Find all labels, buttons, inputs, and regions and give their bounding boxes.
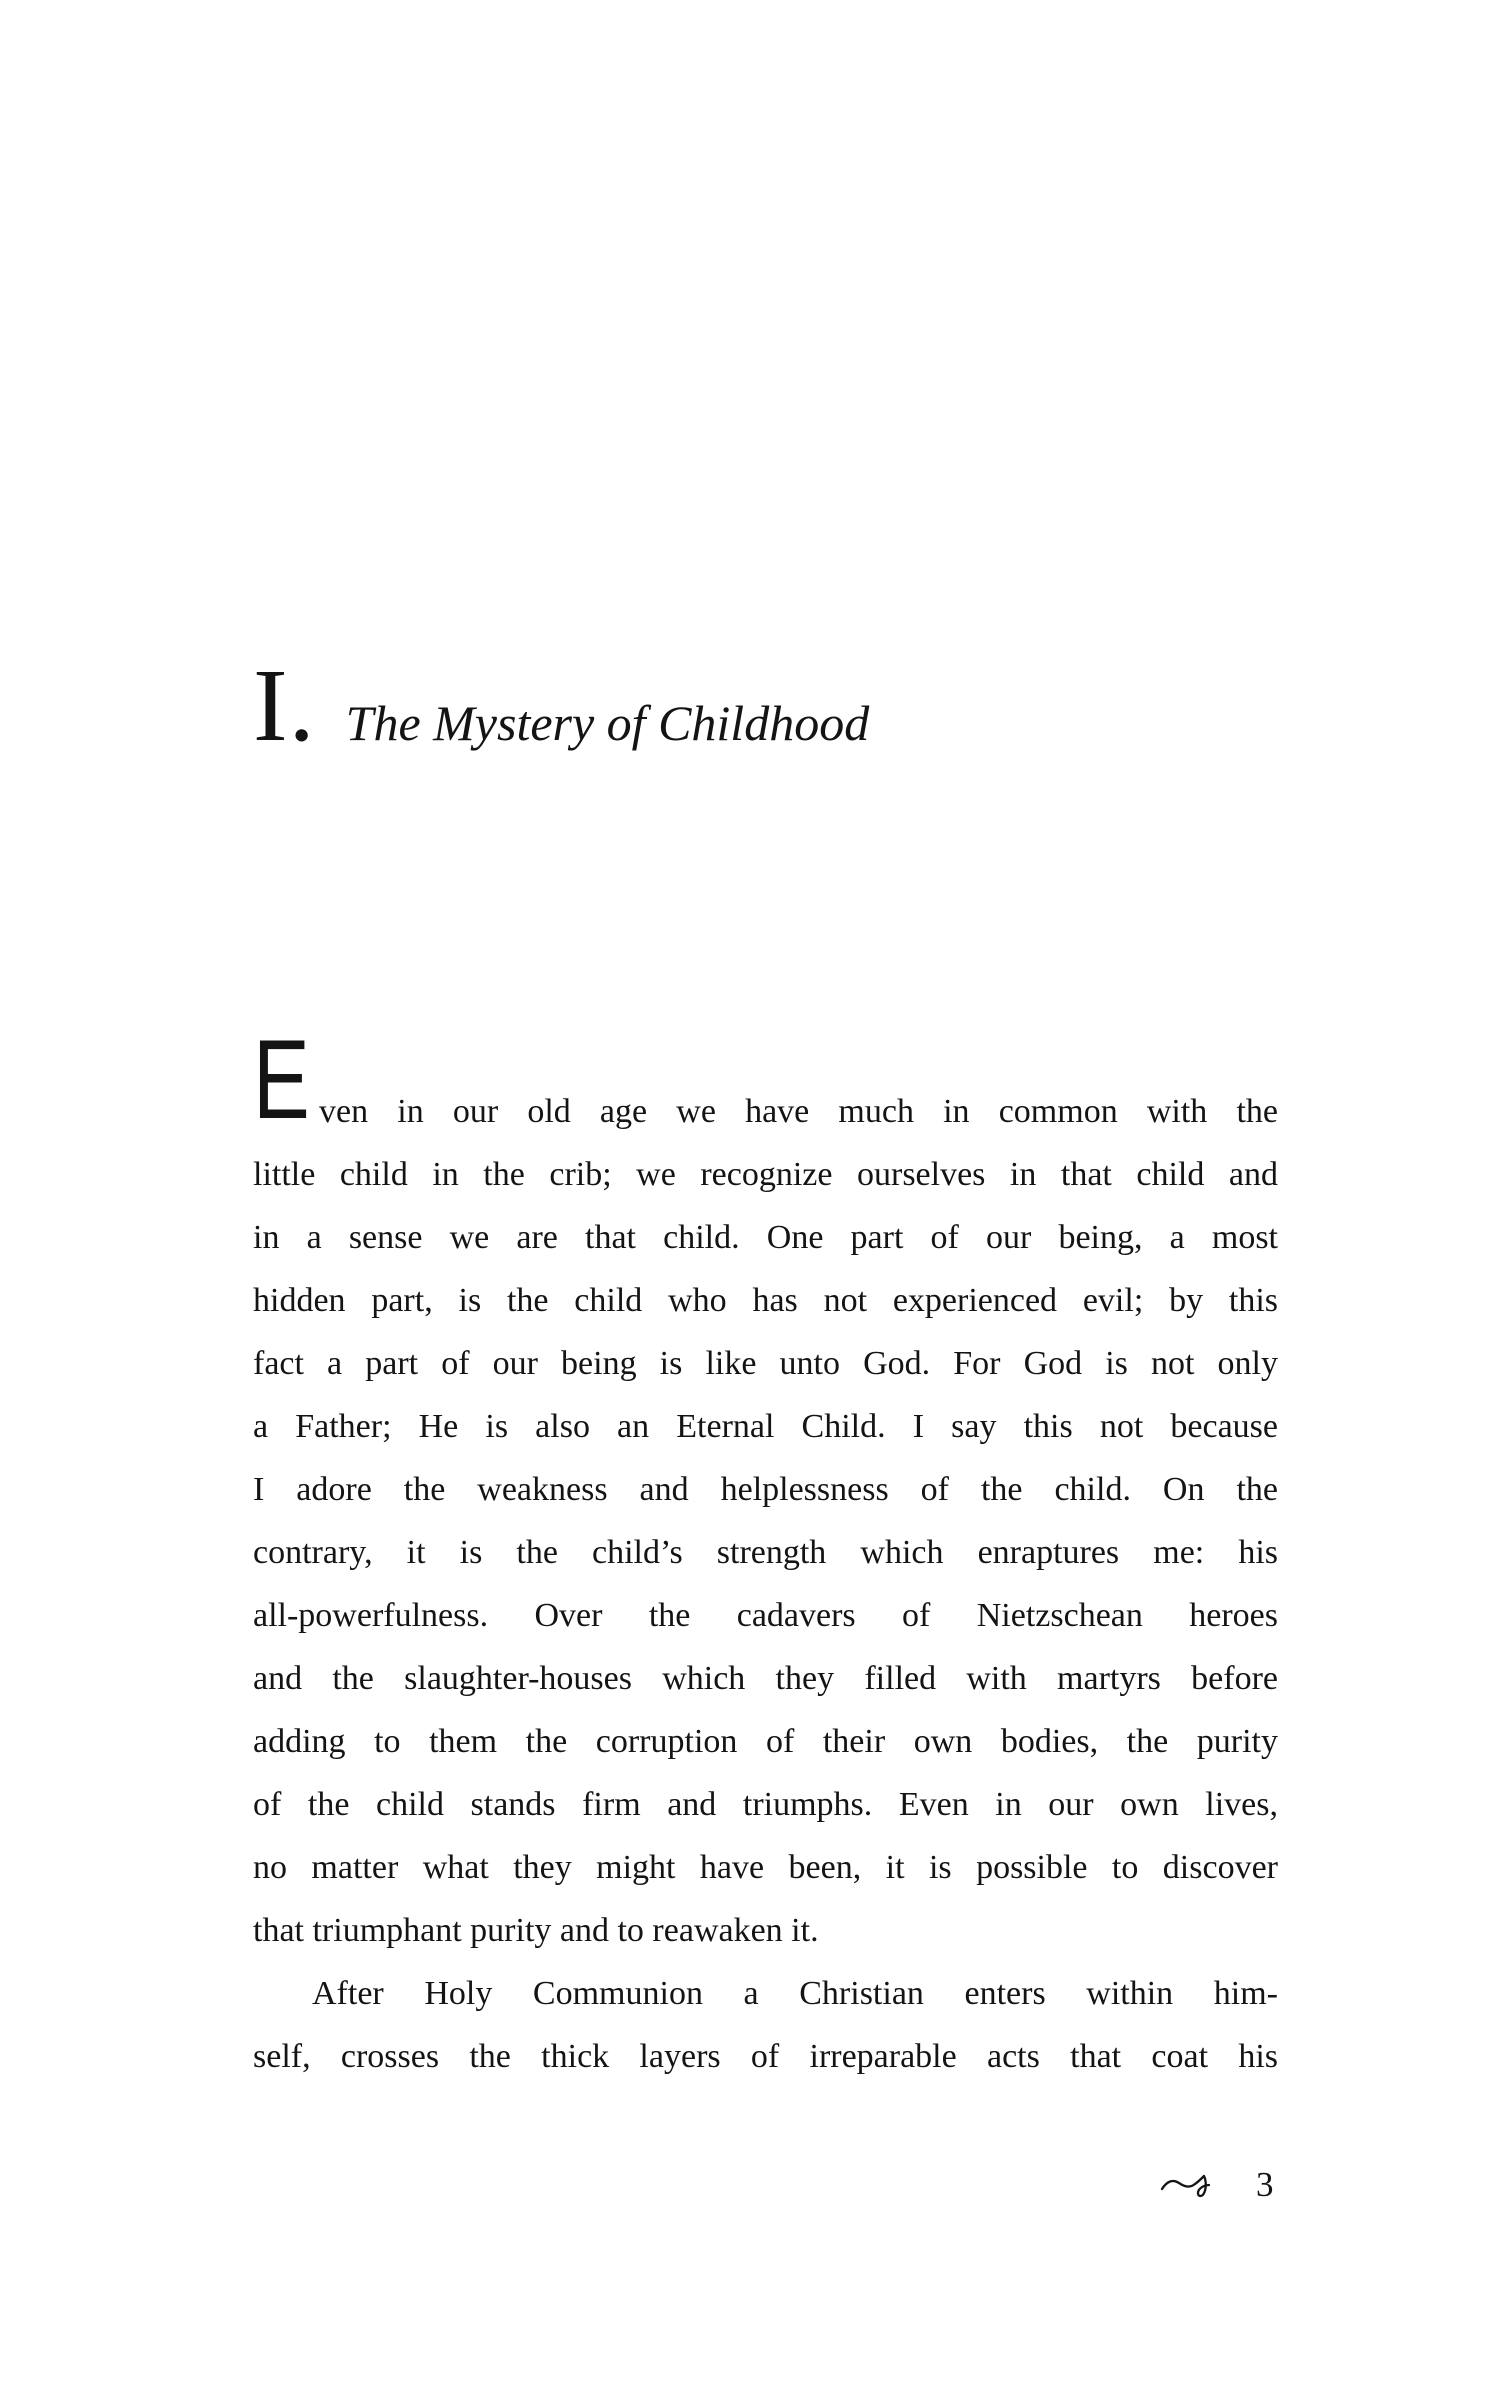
text-line: self, crosses the thick layers of irreparable acts that coat his <box>253 2038 1278 2075</box>
text-line: adding to them the corruption of their own bodies, the purity <box>253 1723 1278 1760</box>
chapter-heading <box>253 648 870 763</box>
drop-cap: E <box>253 1017 310 1142</box>
text-line: in a sense we are that child. One part of our being, a most <box>253 1219 1278 1256</box>
text-line: ven in our old age we have much in common with the <box>319 1093 1278 1130</box>
swash-ornament-icon <box>1160 2172 1212 2202</box>
text-line: and the slaughter-houses which they filled with martyrs before <box>253 1660 1278 1697</box>
text-line: a Father; He is also an Eternal Child. I say this not because <box>253 1408 1278 1445</box>
text-line: all-powerfulness. Over the cadavers of Nietzschean heroes <box>253 1597 1278 1634</box>
chapter-title: The Mystery of Childhood <box>345 695 870 751</box>
text-line: I adore the weakness and helplessness of the child. On the <box>253 1471 1278 1508</box>
text-line: no matter what they might have been, it is possible to discover <box>253 1849 1278 1886</box>
text-line: contrary, it is the child’s strength which enraptures me: his <box>253 1534 1278 1571</box>
text-line: that triumphant purity and to reawaken it. <box>253 1912 819 1949</box>
body-text <box>253 1080 1278 2088</box>
text-line: little child in the crib; we recognize ourselves in that child and <box>253 1156 1278 1193</box>
text-line: fact a part of our being is like unto God. For God is not only <box>253 1345 1278 1382</box>
text-line: After Holy Communion a Christian enters within him- <box>312 1975 1278 2012</box>
page-number: 3 <box>1256 2165 1274 2204</box>
chapter-numeral: I. <box>253 648 316 763</box>
text-line: of the child stands firm and triumphs. Even in our own lives, <box>253 1786 1278 1823</box>
text-line: hidden part, is the child who has not experienced evil; by this <box>253 1282 1278 1319</box>
